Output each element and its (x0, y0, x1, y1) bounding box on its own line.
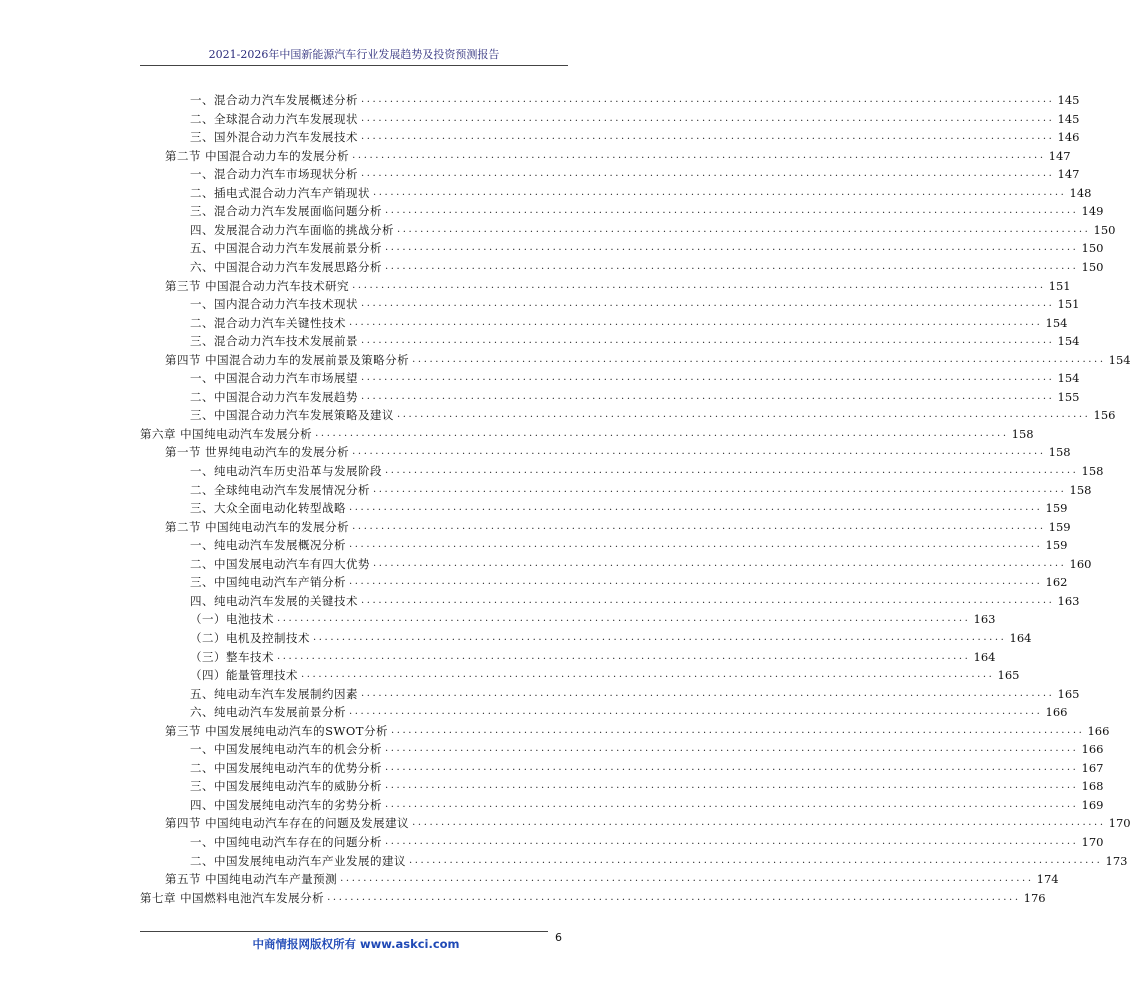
toc-entry-page: 146 (1057, 130, 1080, 145)
toc-entry-page: 159 (1045, 538, 1068, 553)
toc-entry[interactable] (190, 830, 1104, 850)
toc-entry-page: 155 (1057, 389, 1080, 404)
toc-entry-title: （三）整车技术 (190, 649, 274, 664)
toc-entry-page: 169 (1081, 797, 1104, 812)
toc-leader-dots: ........................................................................................................................ (409, 854, 1103, 866)
toc-leader-dots: ........................................................................................................................ (352, 149, 1046, 161)
toc-entry[interactable] (190, 162, 1080, 182)
toc-entry-title: 第四节 中国混合动力车的发展前景及策略分析 (165, 352, 410, 367)
toc-entry-page: 158 (1011, 426, 1034, 441)
toc-leader-dots: ........................................................................................................................ (349, 316, 1043, 328)
toc-entry-title: 四、中国发展纯电动汽车的劣势分析 (190, 797, 382, 812)
toc-entry-title: 一、中国纯电动汽车存在的问题分析 (190, 835, 382, 849)
toc-entry[interactable] (165, 811, 1131, 831)
toc-entry-title: 第二节 中国纯电动汽车的发展分析 (165, 519, 350, 534)
toc-entry[interactable] (165, 719, 1110, 739)
toc-entry[interactable] (190, 88, 1080, 108)
toc-entry[interactable] (190, 292, 1080, 312)
toc-entry[interactable] (190, 607, 996, 627)
toc-entry[interactable] (165, 867, 1059, 887)
toc-entry-page: 145 (1057, 111, 1080, 126)
toc-leader-dots: ........................................................................................................................ (349, 502, 1043, 514)
toc-entry-page: 163 (973, 612, 996, 627)
toc-entry-title: 三、中国混合动力汽车发展策略及建议 (190, 408, 394, 423)
toc-leader-dots: ........................................................................................................................ (373, 483, 1067, 495)
toc-entry-title: 一、混合动力汽车市场现状分析 (190, 167, 358, 182)
toc-entry-title: 四、发展混合动力汽车面临的挑战分析 (190, 222, 394, 237)
toc-entry-page: 170 (1081, 835, 1104, 849)
toc-entry-title: 一、中国混合动力汽车市场展望 (190, 371, 358, 386)
toc-entry[interactable] (190, 403, 1116, 423)
toc-entry-title: 一、混合动力汽车发展概述分析 (190, 93, 358, 107)
toc-entry[interactable] (165, 348, 1131, 368)
toc-entry[interactable] (190, 181, 1092, 201)
toc-leader-dots: ........................................................................................................................ (397, 223, 1091, 235)
toc-entry-page: 149 (1081, 204, 1104, 219)
toc-entry-page: 176 (1023, 890, 1046, 905)
toc-leader-dots: ........................................................................................................................ (361, 372, 1055, 384)
toc-leader-dots: ........................................................................................................................ (373, 186, 1067, 198)
toc-leader-dots: ........................................................................................................................ (361, 594, 1055, 606)
toc-entry-title: 三、混合动力汽车技术发展前景 (190, 334, 358, 349)
toc-entry-page: 151 (1048, 278, 1071, 293)
toc-leader-dots: ........................................................................................................................ (352, 520, 1046, 532)
toc-leader-dots: ........................................................................................................................ (361, 687, 1055, 699)
toc-entry[interactable] (190, 311, 1068, 331)
toc-entry-page: 145 (1057, 93, 1080, 107)
toc-entry-title: （一）电池技术 (190, 612, 274, 627)
header-rule (140, 65, 568, 66)
toc-entry-title: 二、中国发展纯电动汽车的优势分析 (190, 760, 382, 775)
toc-entry[interactable] (190, 589, 1080, 609)
toc-entry-page: 148 (1069, 185, 1092, 200)
toc-entry[interactable] (190, 756, 1104, 776)
toc-entry-page: 173 (1105, 853, 1128, 868)
toc-entry[interactable] (190, 626, 1032, 646)
toc-entry-title: （四）能量管理技术 (190, 668, 298, 683)
toc-entry-page: 158 (1048, 445, 1071, 460)
running-header: 2021-2026年中国新能源汽车行业发展趋势及投资预测报告 (208, 48, 500, 61)
toc-entry-title: 第三节 中国混合动力汽车技术研究 (165, 278, 350, 293)
toc-entry[interactable] (165, 274, 1071, 294)
toc-entry-page: 150 (1081, 259, 1104, 274)
toc-entry[interactable] (165, 144, 1071, 164)
toc-leader-dots: ........................................................................................................................ (385, 743, 1079, 755)
toc-entry[interactable] (190, 459, 1104, 479)
toc-entry-title: 第二节 中国混合动力车的发展分析 (165, 148, 350, 163)
toc-leader-dots: ........................................................................................................................ (385, 260, 1079, 272)
toc-leader-dots: ........................................................................................................................ (361, 335, 1055, 347)
toc-entry-title: 四、纯电动汽车发展的关键技术 (190, 593, 358, 608)
toc-entry[interactable] (190, 570, 1068, 590)
toc-entry-title: 二、插电式混合动力汽车产销现状 (190, 185, 370, 200)
toc-entry[interactable] (165, 515, 1071, 535)
page-number: 6 (555, 931, 562, 944)
toc-entry-page: 159 (1048, 519, 1071, 534)
toc-entry-title: 一、中国发展纯电动汽车的机会分析 (190, 742, 382, 757)
toc-entry-page: 163 (1057, 593, 1080, 608)
toc-entry-title: 三、国外混合动力汽车发展技术 (190, 130, 358, 145)
toc-entry-title: 二、中国发展电动汽车有四大优势 (190, 556, 370, 571)
toc-entry-page: 154 (1045, 315, 1068, 330)
toc-entry-title: 六、中国混合动力汽车发展思路分析 (190, 259, 382, 274)
toc-leader-dots: ........................................................................................................................ (361, 390, 1055, 402)
toc-entry-title: （二）电机及控制技术 (190, 630, 310, 645)
toc-entry-page: 166 (1087, 723, 1110, 738)
toc-entry-title: 第一节 世界纯电动汽车的发展分析 (165, 445, 350, 460)
toc-leader-dots: ........................................................................................................................ (385, 465, 1079, 476)
toc-leader-dots: ........................................................................................................................ (385, 242, 1079, 254)
toc-leader-dots: ........................................................................................................................ (361, 168, 1055, 180)
toc-entry[interactable] (190, 552, 1092, 572)
toc-entry-page: 160 (1069, 556, 1092, 571)
toc-leader-dots: ........................................................................................................................ (277, 650, 971, 662)
toc-entry-page: 147 (1057, 167, 1080, 182)
toc-entry[interactable] (190, 107, 1080, 127)
toc-entry[interactable] (190, 255, 1104, 275)
toc-entry-page: 147 (1048, 148, 1071, 163)
toc-leader-dots: ........................................................................................................................ (385, 798, 1079, 810)
toc-entry-page: 165 (1057, 686, 1080, 701)
toc-entry[interactable] (190, 533, 1068, 553)
toc-leader-dots: ........................................................................................................................ (361, 112, 1055, 124)
toc-entry-title: 二、混合动力汽车关键性技术 (190, 315, 346, 330)
toc-entry-title: 第四节 中国纯电动汽车存在的问题及发展建议 (165, 816, 410, 831)
toc-entry-title: 一、纯电动汽车历史沿革与发展阶段 (190, 464, 382, 478)
toc-entry-title: 二、全球纯电动汽车发展情况分析 (190, 482, 370, 497)
toc-entry[interactable] (190, 663, 1020, 683)
toc-leader-dots: ........................................................................................................................ (412, 353, 1106, 365)
toc-entry-title: 五、中国混合动力汽车发展前景分析 (190, 241, 382, 256)
toc-entry-page: 170 (1108, 816, 1131, 831)
toc-leader-dots: ........................................................................................................................ (340, 873, 1034, 885)
toc-entry[interactable] (190, 366, 1080, 386)
toc-leader-dots: ........................................................................................................................ (313, 631, 1007, 643)
toc-entry-title: 第五节 中国纯电动汽车产量预测 (165, 872, 338, 887)
toc-leader-dots: ........................................................................................................................ (361, 131, 1055, 143)
toc-entry-page: 168 (1081, 779, 1104, 794)
toc-leader-dots: ........................................................................................................................ (385, 761, 1079, 773)
toc-entry-page: 154 (1108, 352, 1131, 367)
toc-leader-dots: ........................................................................................................................ (352, 279, 1046, 291)
toc-leader-dots: ........................................................................................................................ (349, 539, 1043, 551)
toc-entry[interactable] (190, 849, 1128, 869)
toc-leader-dots: ........................................................................................................................ (390, 724, 1085, 736)
toc-entry-title: 第六章 中国纯电动汽车发展分析 (140, 426, 313, 441)
toc-leader-dots: ........................................................................................................................ (361, 298, 1055, 310)
toc-entry-page: 158 (1069, 482, 1092, 497)
toc-entry-page: 164 (1009, 630, 1032, 645)
toc-entry[interactable] (140, 422, 1034, 442)
toc-entry[interactable] (190, 793, 1104, 813)
toc-entry-page: 154 (1057, 371, 1080, 386)
toc-entry-page: 174 (1036, 872, 1059, 887)
toc-entry[interactable] (190, 329, 1080, 349)
toc-leader-dots: ........................................................................................................................ (315, 427, 1009, 439)
toc-entry[interactable] (165, 440, 1071, 460)
toc-entry-page: 154 (1057, 334, 1080, 349)
toc-entry-title: 第三节 中国发展纯电动汽车的SWOT分析 (165, 723, 388, 738)
toc-entry-page: 166 (1045, 705, 1068, 720)
toc-entry-page: 150 (1081, 241, 1104, 256)
toc-entry[interactable] (190, 199, 1104, 219)
toc-entry-page: 151 (1057, 297, 1080, 312)
toc-entry[interactable] (190, 236, 1104, 256)
toc-entry-title: 一、国内混合动力汽车技术现状 (190, 297, 358, 312)
toc-entry-title: 六、纯电动汽车发展前景分析 (190, 705, 346, 720)
toc-entry-title: 三、大众全面电动化转型战略 (190, 501, 346, 516)
toc-leader-dots: ........................................................................................................................ (349, 706, 1043, 718)
toc-leader-dots: ........................................................................................................................ (277, 613, 971, 625)
toc-entry-page: 156 (1093, 408, 1116, 423)
toc-entry[interactable] (190, 645, 996, 665)
toc-entry[interactable] (190, 496, 1068, 516)
toc-entry[interactable] (190, 700, 1068, 720)
toc-leader-dots: ........................................................................................................................ (397, 409, 1091, 421)
toc-entry-page: 167 (1081, 760, 1104, 775)
toc-leader-dots: ........................................................................................................................ (385, 780, 1079, 792)
toc-leader-dots: ........................................................................................................................ (327, 891, 1021, 903)
toc-entry-title: 五、纯电动车汽车发展制约因素 (190, 686, 358, 701)
toc-leader-dots: ........................................................................................................................ (301, 669, 995, 681)
toc-entry[interactable] (190, 737, 1104, 757)
toc-entry[interactable] (190, 682, 1080, 702)
toc-entry[interactable] (190, 125, 1080, 145)
toc-entry[interactable] (140, 886, 1046, 906)
toc-entry-page: 162 (1045, 575, 1068, 590)
toc-entry-page: 165 (997, 668, 1020, 683)
toc-entry-page: 150 (1093, 222, 1116, 237)
toc-entry-title: 第七章 中国燃料电池汽车发展分析 (140, 890, 325, 905)
toc-entry[interactable] (190, 218, 1116, 238)
toc-leader-dots: ........................................................................................................................ (412, 817, 1106, 829)
toc-entry-page: 164 (973, 649, 996, 664)
toc-leader-dots: ........................................................................................................................ (349, 576, 1043, 588)
toc-entry-title: 二、全球混合动力汽车发展现状 (190, 111, 358, 126)
toc-entry[interactable] (190, 478, 1092, 498)
toc-leader-dots: ........................................................................................................................ (385, 836, 1079, 847)
toc-entry-title: 一、纯电动汽车发展概况分析 (190, 538, 346, 553)
toc-entry-title: 三、混合动力汽车发展面临问题分析 (190, 204, 382, 219)
toc-leader-dots: ........................................................................................................................ (361, 94, 1055, 105)
toc-entry-page: 159 (1045, 501, 1068, 516)
toc-entry-page: 166 (1081, 742, 1104, 757)
toc-entry-title: 二、中国混合动力汽车发展趋势 (190, 389, 358, 404)
toc-entry-title: 二、中国发展纯电动汽车产业发展的建议 (190, 853, 406, 868)
toc-leader-dots: ........................................................................................................................ (352, 446, 1046, 458)
toc-leader-dots: ........................................................................................................................ (373, 557, 1067, 569)
toc-entry-page: 158 (1081, 464, 1104, 478)
footer-copyright: 中商情报网版权所有 www.askci.com (252, 937, 460, 951)
toc-entry-title: 三、中国发展纯电动汽车的威胁分析 (190, 779, 382, 794)
toc-entry-title: 三、中国纯电动汽车产销分析 (190, 575, 346, 590)
toc-entry[interactable] (190, 774, 1104, 794)
toc-leader-dots: ........................................................................................................................ (385, 205, 1079, 217)
toc-entry[interactable] (190, 385, 1080, 405)
footer-rule (140, 931, 548, 932)
